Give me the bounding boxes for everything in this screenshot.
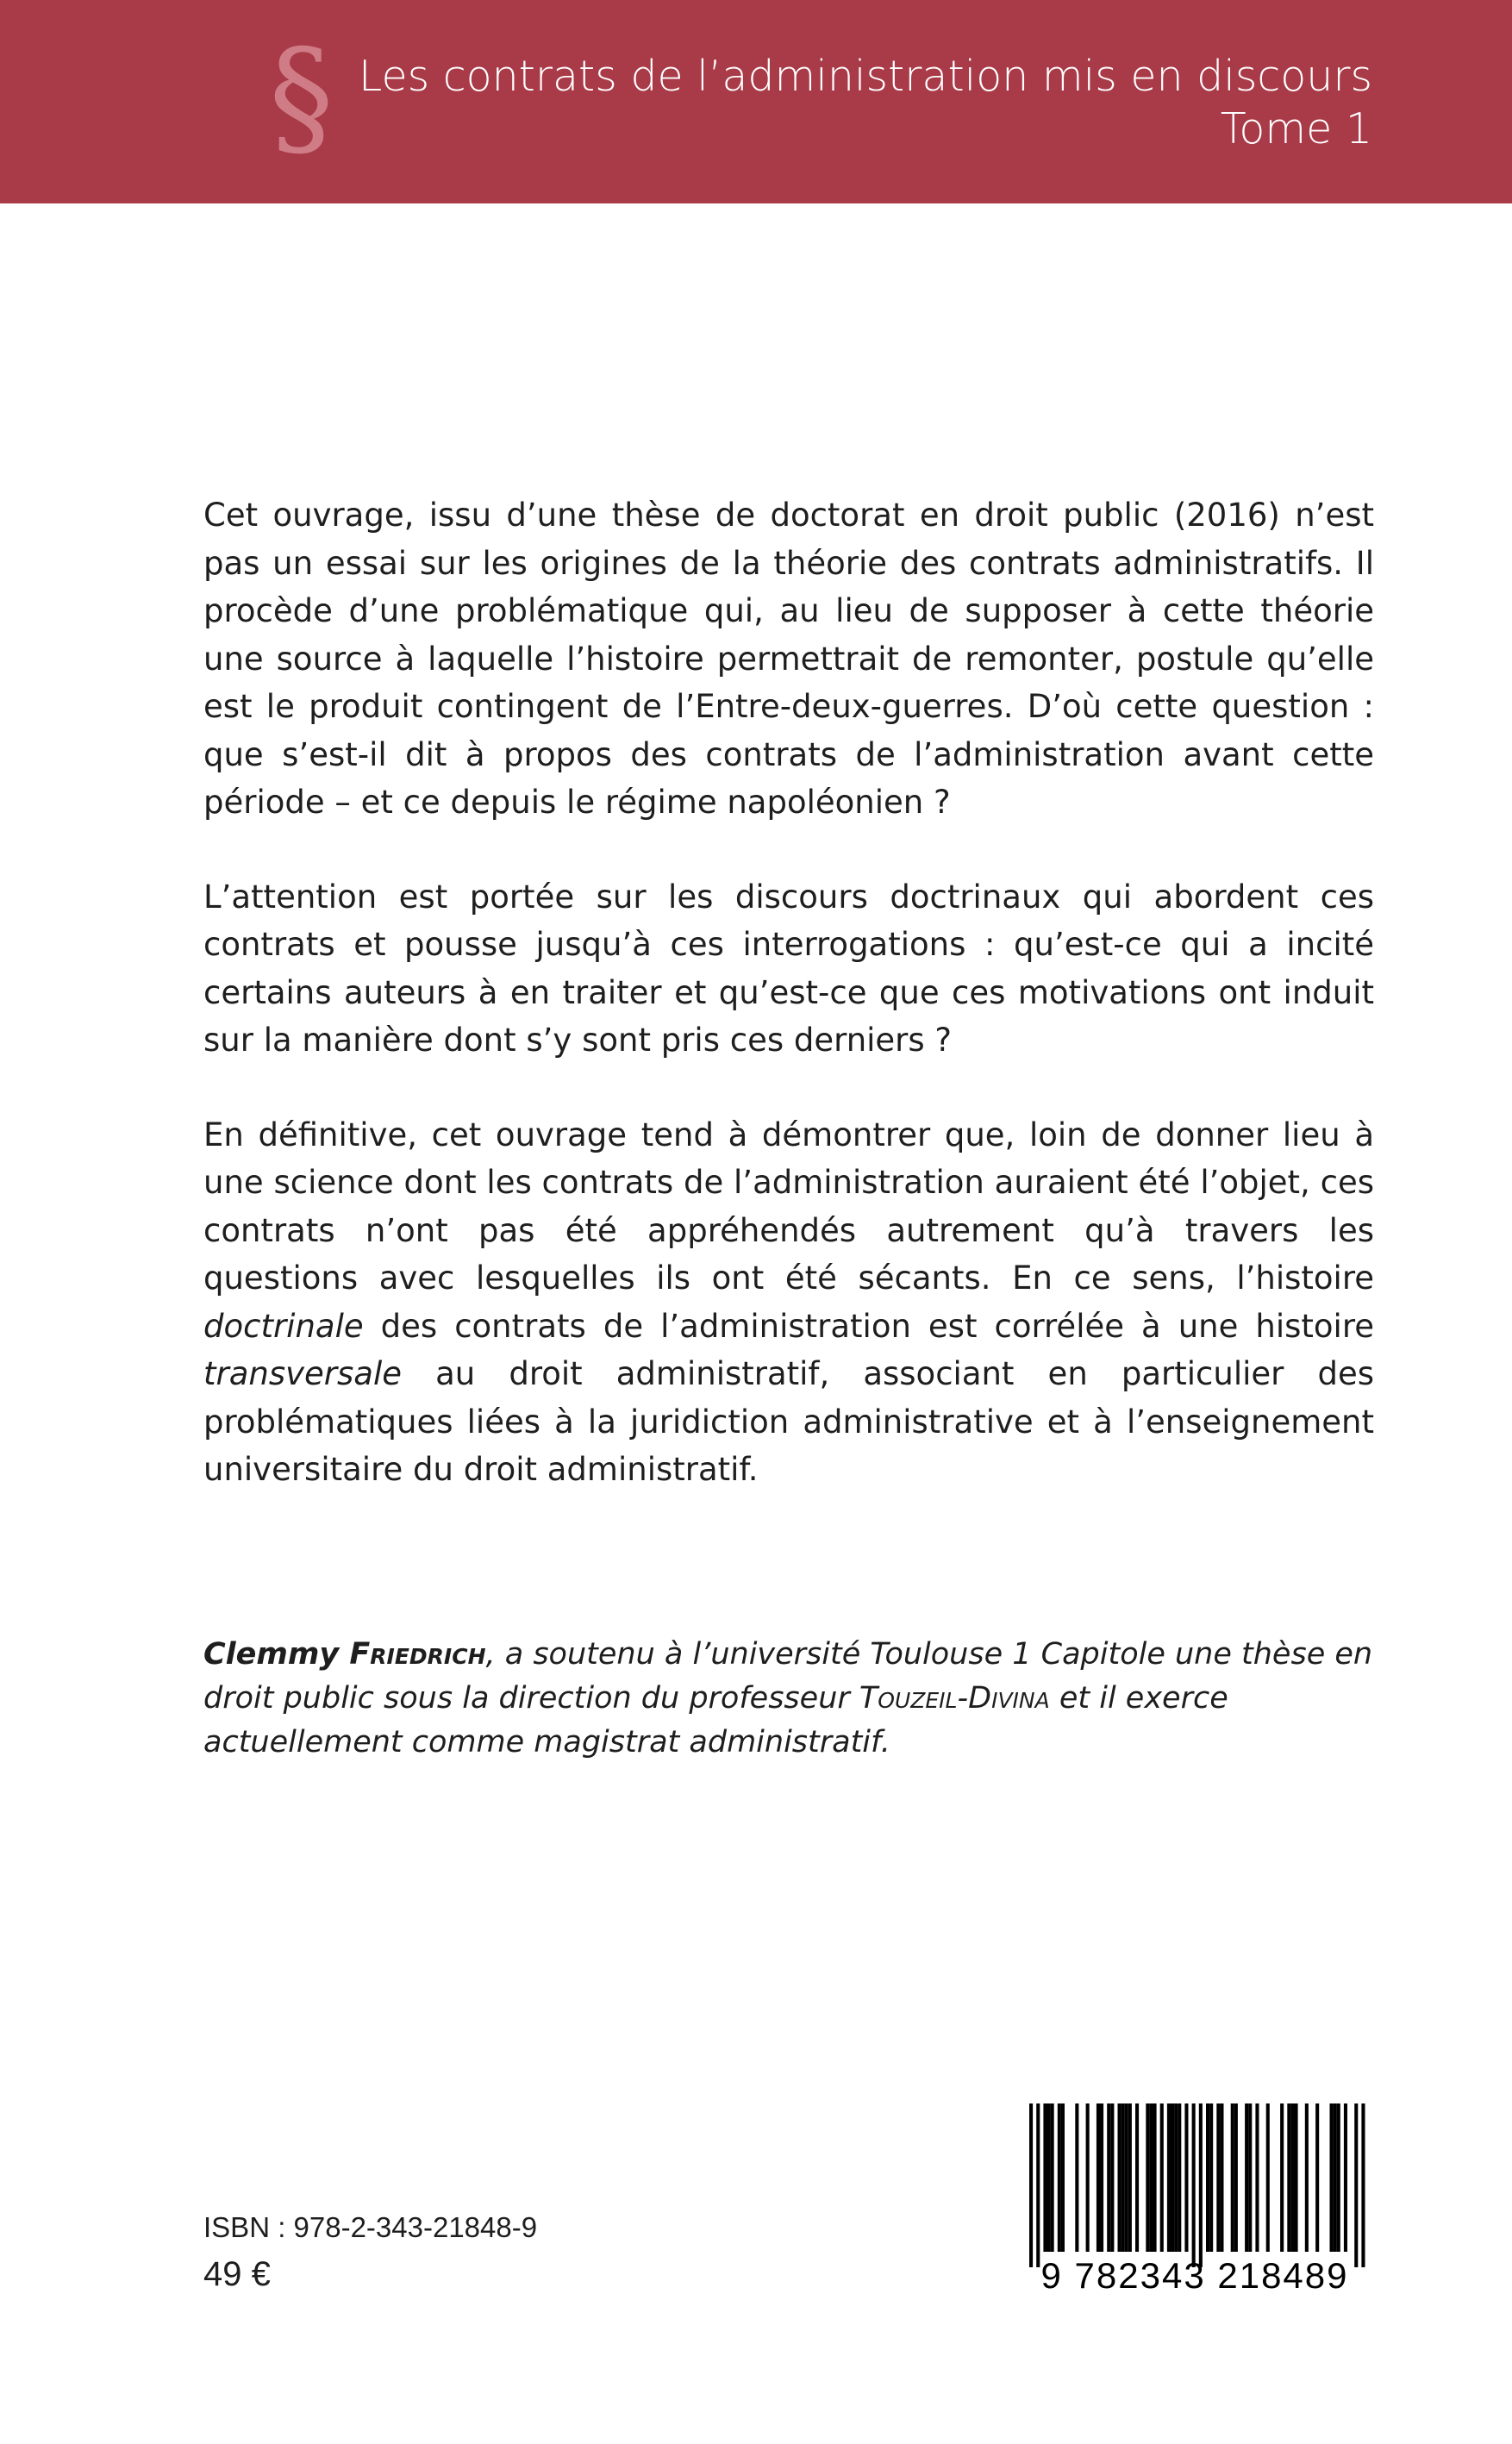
barcode-bar: [1337, 2103, 1340, 2252]
barcode-guard-bar: [1029, 2103, 1033, 2267]
barcode-bar: [1061, 2103, 1065, 2252]
barcode-bar: [1058, 2103, 1061, 2252]
barcode-bar: [1135, 2103, 1139, 2252]
barcode-bars: [1014, 2103, 1376, 2267]
author-bio-text-1: , a soutenu à l’université Toulouse 1 Capitole une thèse en droit public sous la direction du professeur: [203, 1637, 1373, 1716]
barcode-bar: [1245, 2103, 1248, 2252]
barcode-bar: [1330, 2103, 1334, 2252]
barcode-bar: [1107, 2103, 1110, 2252]
supervisor-name: Touzeil-Divina: [859, 1681, 1050, 1716]
paragraph-3-text-2: des contrats de l’administration est corrélée à une histoire: [363, 1307, 1374, 1345]
barcode-bar: [1295, 2103, 1298, 2252]
barcode-bar: [1100, 2103, 1103, 2252]
summary-paragraph-3: [203, 1111, 1374, 1494]
barcode-bar: [1075, 2103, 1078, 2252]
barcode-bar: [1255, 2103, 1259, 2252]
author-last-name: Friedrich: [349, 1637, 486, 1672]
barcode-bar: [1149, 2103, 1153, 2252]
barcode-bar: [1146, 2103, 1149, 2252]
cover-header-band: [0, 0, 1512, 203]
barcode-bar: [1305, 2103, 1309, 2252]
price-label: 49 €: [203, 2255, 271, 2293]
barcode-bar: [1344, 2103, 1347, 2252]
barcode-bar: [1206, 2103, 1209, 2252]
summary-paragraph-2: L’attention est portée sur les discours doctrinaux qui abordent ces contrats et pousse jusqu’à ces interrogations : qu’est-ce qui a incité certains auteurs à en traiter et qu’est-ce que ces motivations ont induit sur la manière dont s’y sont pris ces derniers ?: [203, 878, 1374, 1059]
barcode-bar: [1174, 2103, 1178, 2252]
barcode-bar: [1167, 2103, 1171, 2252]
barcode-guard-bar: [1192, 2103, 1196, 2267]
summary-paragraph-1: Cet ouvrage, issu d’une thèse de doctorat en droit public (2016) n’est pas un essai sur les origines de la théorie des contrats administratifs. Il procède d’une problématique qui, au lieu de supposer à cette théorie une source à laquelle l’histoire permettrait de remonter, postule qu’elle est le produit contingent de l’Entre-deux-guerres. D’où cette question : que s’est-il dit à propos des contrats de l’administration avant cette période – et ce depuis le régime napoléonien ?: [203, 497, 1374, 821]
barcode-guard-bar: [1361, 2103, 1365, 2267]
barcode-bar: [1220, 2103, 1223, 2252]
barcode-bar: [1315, 2103, 1319, 2252]
author-bio-text-2: et il exerce actuellement comme magistrat administratif.: [203, 1681, 1228, 1760]
barcode-bar: [1234, 2103, 1238, 2252]
barcode-bar: [1231, 2103, 1234, 2252]
barcode-bar: [1047, 2103, 1051, 2252]
barcode-bar: [1266, 2103, 1270, 2252]
barcode-bar: [1160, 2103, 1164, 2252]
barcode-bar: [1118, 2103, 1122, 2252]
author-first-name: Clemmy: [203, 1637, 340, 1672]
barcode-bar: [1216, 2103, 1220, 2252]
barcode-guard-bar: [1354, 2103, 1358, 2267]
barcode-bar: [1290, 2103, 1294, 2252]
series-title-block: [359, 50, 1372, 155]
barcode-bar: [1248, 2103, 1252, 2252]
isbn-label: ISBN : 978-2-343-21848-9: [203, 2211, 538, 2243]
barcode-bar: [1287, 2103, 1290, 2252]
paragraph-3-text-1: En définitive, cet ouvrage tend à démontrer que, loin de donner lieu à une science dont les contrats de l’administration auraient été l’objet, ces contrats n’ont pas été appréhendés autrement qu’à travers les questions avec lesquelles ils ont été sécants. En ce sens, l’histoire: [203, 1116, 1374, 1297]
barcode-bar: [1043, 2103, 1047, 2252]
barcode-bar: [1086, 2103, 1090, 2252]
series-title: Les contrats de l’administration mis en discours: [359, 52, 1372, 101]
barcode-digits: 9 782343 218489: [1040, 2255, 1349, 2296]
volume-label: Tome 1: [1220, 104, 1372, 153]
emphasis-doctrinale: doctrinale: [203, 1307, 364, 1345]
barcode-bar: [1153, 2103, 1157, 2252]
section-symbol-icon: §: [269, 22, 334, 172]
barcode-bar: [1110, 2103, 1114, 2252]
barcode-bar: [1334, 2103, 1337, 2252]
barcode-guard-bar: [1199, 2103, 1203, 2267]
barcode-bar: [1122, 2103, 1125, 2252]
barcode-bar: [1184, 2103, 1188, 2252]
barcode-bar: [1209, 2103, 1213, 2252]
barcode-bar: [1051, 2103, 1054, 2252]
author-biography: [203, 1633, 1374, 1765]
barcode-bar: [1125, 2103, 1128, 2252]
barcode-bar: [1171, 2103, 1174, 2252]
barcode-bar: [1280, 2103, 1284, 2252]
paragraph-3-text-3: au droit administratif, associant en particulier des problématiques liées à la juridiction administrative et à l’enseignement universitaire du droit administratif.: [203, 1355, 1374, 1488]
barcode-bar: [1097, 2103, 1100, 2252]
barcode-bar: [1128, 2103, 1132, 2252]
ean-barcode: [1014, 2103, 1376, 2298]
barcode-guard-bar: [1036, 2103, 1040, 2267]
back-cover-summary: [203, 491, 1374, 1494]
author-name: [203, 1637, 486, 1672]
barcode-bar: [1178, 2103, 1181, 2252]
emphasis-transversale: transversale: [203, 1355, 402, 1392]
